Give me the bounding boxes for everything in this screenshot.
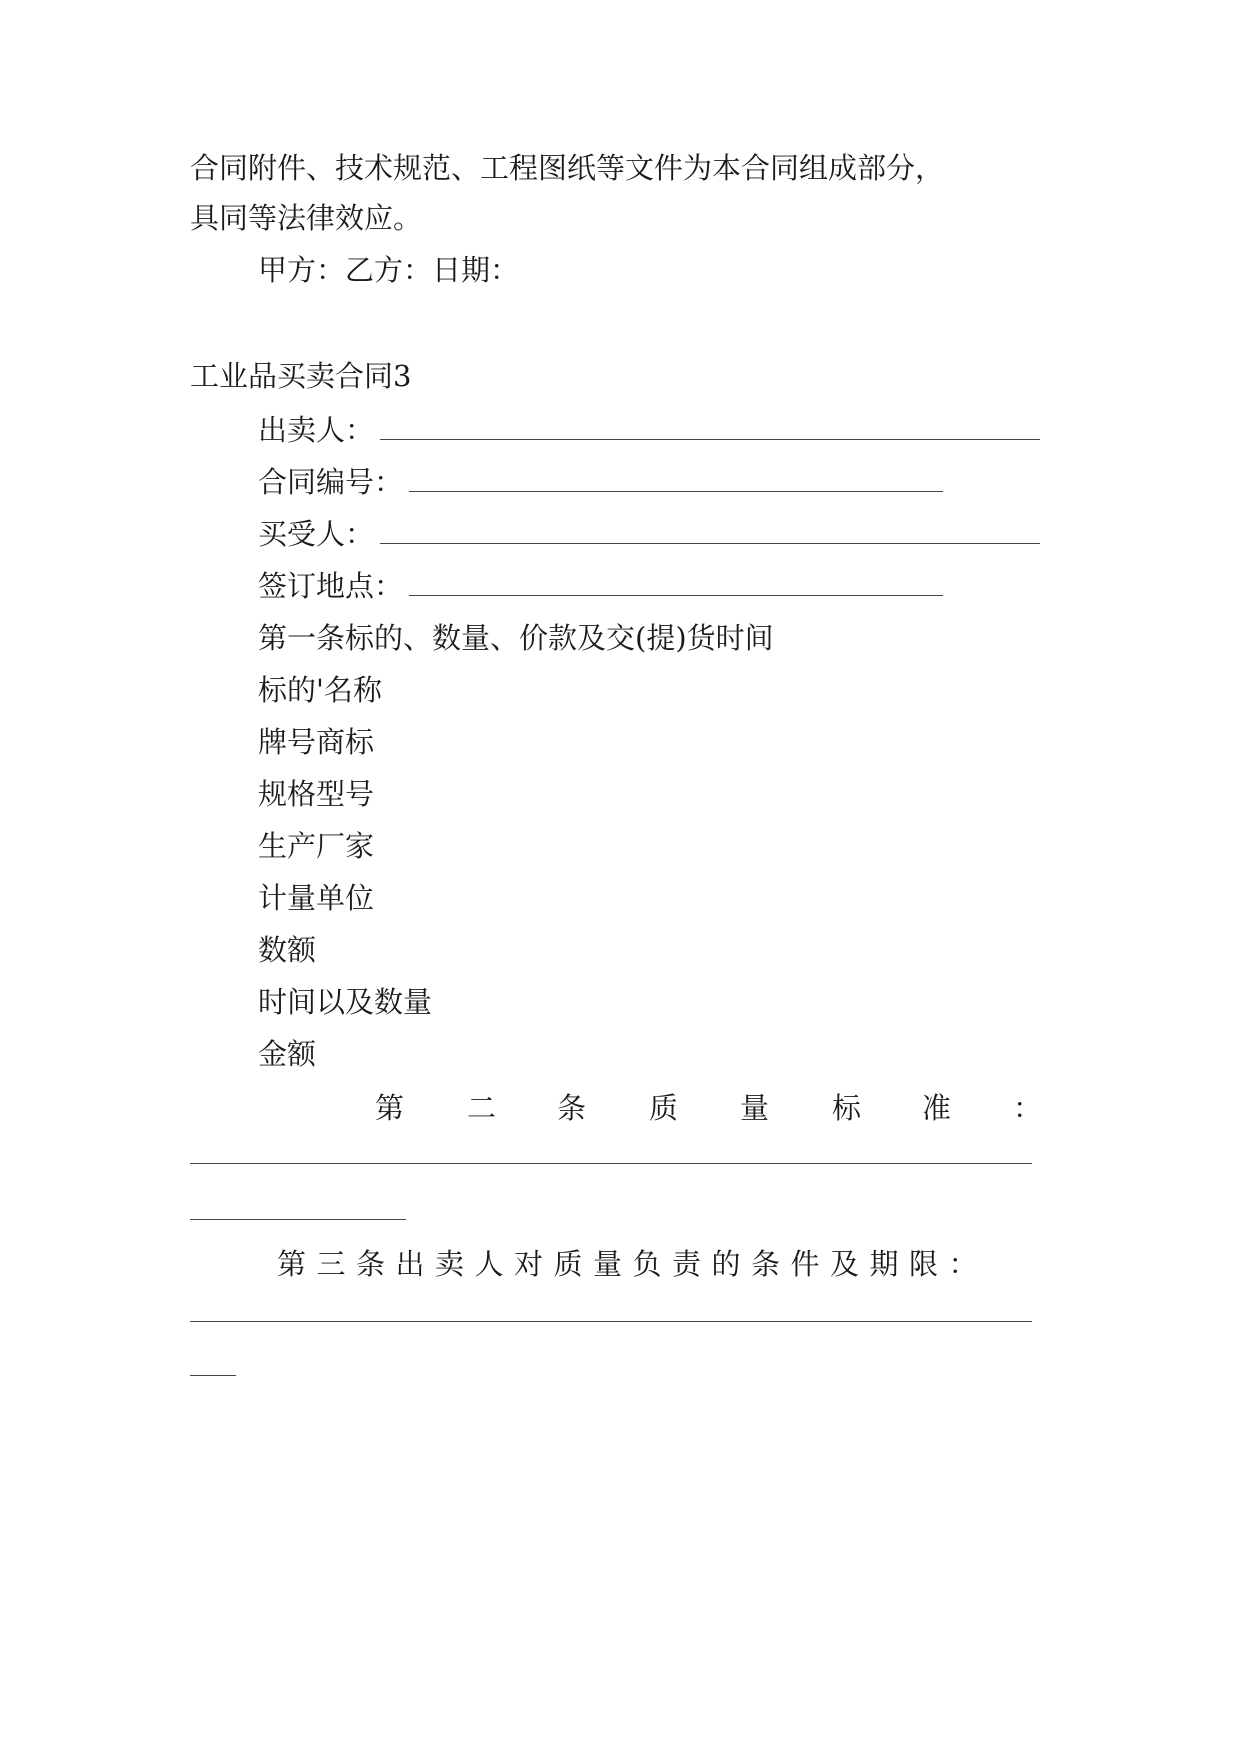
contract-title: 工业品买卖合同3 — [190, 359, 412, 393]
sign-place-label: 签订地点： — [258, 569, 404, 603]
buyer-label: 买受人： — [258, 517, 375, 551]
contract-no-blank — [409, 469, 943, 492]
seller-label: 出卖人： — [258, 413, 375, 447]
article2-char: 二 — [467, 1091, 497, 1125]
article2-char: ： — [1013, 1091, 1043, 1125]
article1-item: 生产厂家 — [258, 829, 375, 863]
contract-no-field — [258, 462, 943, 502]
attachments-line-2: 具同等法律效应。 — [190, 201, 423, 235]
article2-blank-line-2 — [190, 1219, 406, 1220]
article1-heading: 第一条标的、数量、价款及交(提)货时间 — [258, 621, 774, 655]
article1-item: 数额 — [258, 933, 317, 967]
article2-char: 条 — [557, 1091, 587, 1125]
seller-blank — [380, 417, 1040, 440]
article1-item: 牌号商标 — [258, 725, 375, 759]
buyer-blank — [380, 521, 1040, 544]
article3-blank-line-1 — [190, 1321, 1032, 1322]
sign-place-field — [258, 566, 943, 606]
article2-char: 第 — [375, 1091, 405, 1125]
buyer-field — [258, 514, 1040, 554]
article1-item: 金额 — [258, 1037, 317, 1071]
seller-field — [258, 410, 1040, 450]
contract-no-label: 合同编号： — [258, 465, 404, 499]
article3-blank-line-2 — [190, 1375, 236, 1376]
article3-heading: 第三条出卖人对质量负责的条件及期限： — [277, 1247, 989, 1281]
article2-char: 量 — [740, 1091, 770, 1125]
sign-place-blank — [409, 573, 943, 596]
article2-char: 质 — [649, 1091, 679, 1125]
article1-item: 规格型号 — [258, 777, 375, 811]
article1-item: 计量单位 — [258, 881, 375, 915]
article1-item: 时间以及数量 — [258, 985, 433, 1019]
article2-blank-line-1 — [190, 1163, 1032, 1164]
signature-line: 甲方：乙方：日期： — [258, 253, 520, 287]
article2-char: 标 — [832, 1091, 862, 1125]
attachments-line-1: 合同附件、技术规范、工程图纸等文件为本合同组成部分， — [190, 151, 945, 185]
article2-char: 准 — [922, 1091, 952, 1125]
article1-item: 标的'名称 — [258, 673, 382, 707]
